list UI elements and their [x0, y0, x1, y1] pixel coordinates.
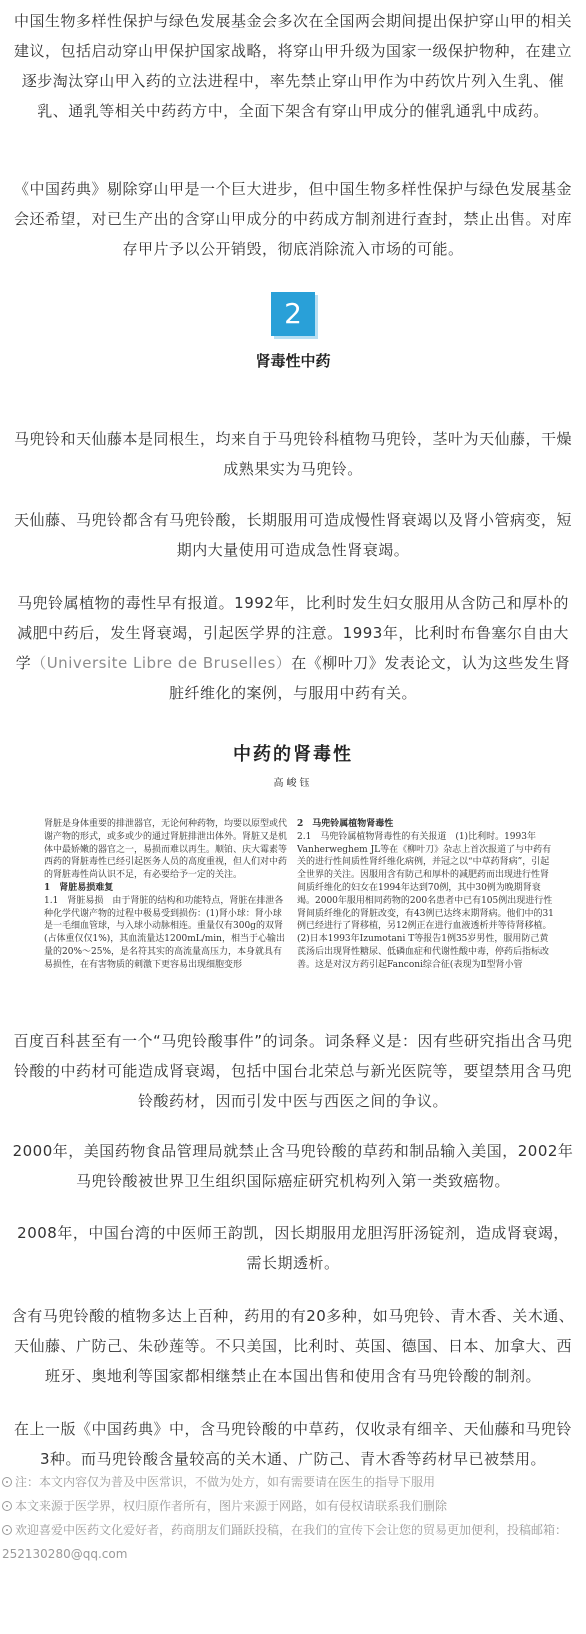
note-line: [2, 1470, 586, 1494]
body-paragraph-3: 马兜铃和天仙藤本是同根生，均来自于马兜铃科植物马兜铃，茎叶为天仙藤，干燥成熟果实为马兜铃。: [13, 430, 572, 478]
footer-notes: [2, 1470, 586, 1566]
body-paragraph-9: 含有马兜铃酸的植物多达上百种，药用的有20多种，如马兜铃、青木香、关木通、天仙藤、广防己、朱砂莲等。不只美国，比利时、英国、德国、日本、加拿大、西班牙、奥地利等国家都相继禁止在本国出售和使用含有马兜铃酸的制剂。: [11, 1307, 575, 1385]
intro-paragraph-1: 中国生物多样性保护与绿色发展基金会多次在全国两会期间提出保护穿山甲的相关建议，包括启动穿山甲保护国家战略，将穿山甲升级为国家一级保护物种，在建立逐步淘汰穿山甲入药的立法进程中，率先禁止穿山甲作为中药饮片列入生乳、催乳、通乳等相关中药药方中，全面下架含有穿山甲成分的催乳通乳中成药。: [13, 12, 572, 120]
note-text: 本文来源于医学界，权归原作者所有，图片来源于网路，如有侵权请联系我们删除: [15, 1499, 448, 1513]
paper-left-column: [44, 818, 289, 1004]
note-line: [2, 1494, 586, 1518]
paper-right-column: [297, 818, 557, 1004]
p5-text-a: 马兜铃属植物的毒性早有报道。1992年，比利时发生妇女服用从含防己和厚朴的减肥中药后，发生肾衰竭，引起医学界的注意。1993年，比利时布鲁塞尔自由大学: [15, 594, 569, 672]
bullet-circle-icon: [2, 1525, 12, 1535]
bullet-circle-icon: [2, 1501, 12, 1511]
intro-paragraph-2: 《中国药典》剔除穿山甲是一个巨大进步，但中国生物多样性保护与绿色发展基金会还希望，对已生产出的含穿山甲成分的中药成方制剂进行查封，禁止出售。对库存甲片予以公开销毁，彻底消除流入市场的可能。: [13, 180, 572, 258]
paper-left-heading-1: 1 肾脏易损难复: [44, 882, 114, 893]
section-title: 肾毒性中药: [255, 352, 331, 370]
paper-title: 中药的肾毒性: [233, 744, 353, 765]
body-paragraph-4: 天仙藤、马兜铃都含有马兜铃酸，长期服用可造成慢性肾衰竭以及肾小管病变，短期内大量使用可造成急性肾衰竭。: [13, 511, 572, 559]
paper-right-heading-0: 2 马兜铃属植物肾毒性: [297, 819, 394, 829]
body-paragraph-6: 百度百科甚至有一个“马兜铃酸事件”的词条。词条释义是：因有些研究指出含马兜铃酸的中药材可能造成肾衰竭，包括中国台北荣总与新光医院等，要望禁用含马兜铃酸药材，因而引发中医与西医之间的争议。: [13, 1032, 573, 1110]
body-paragraph-5: [0, 588, 586, 708]
paper-left-text-0: 肾脏是身体重要的排泄器官，无论何种药物，均要以原型或代谢产物的形式，或多或少的通过肾脏排泄出体外。肾脏又是机体中最娇嫩的器官之一，易损而难以再生。顺铂、庆大霉素等西药的肾脏毒性已经引起医务人员的高度重视，但人们对中药的肾脏毒性尚认识不足，有必要给予一定的关注。: [44, 819, 288, 881]
body-paragraph-8: 2008年，中国台湾的中医师王韵凯，因长期服用龙胆泻肝汤锭剂，造成肾衰竭，需长期透析。: [17, 1224, 569, 1272]
note-text: 欢迎喜爱中医药文化爱好者，药商朋友们踊跃投稿，在我们的宣传下会让您的贸易更加便利，投稿邮箱：252130280@qq.com: [2, 1523, 568, 1561]
note-line: [2, 1518, 586, 1566]
body-paragraph-7: 2000年，美国药物食品管理局就禁止含马兜铃酸的草药和制品输入美国，2002年马兜铃酸被世界卫生组织国际癌症研究机构列入第一类致癌物。: [12, 1142, 574, 1190]
section-badge-wrap: [0, 292, 586, 336]
paper-right-text-1: 2.1 马兜铃属植物肾毒性的有关报道 (1)比利时。1993年Vanherweghem JL等在《柳叶刀》杂志上首次报道了与中药有关的进行性间质性肾纤维化病例，并冠之以“中草药肾病”，引起全世界的关注。因服用含有防己和厚朴的减肥药而出现进行性肾间质纤维化的妇女在1994年达到70例，其中30例为晚期肾衰竭。2000年服用相同药物的200名患者中已有105例出现进行性肾间质纤维化的肾脏改变，有43例已达终末期肾病。他们中的31例已经进行了肾移植，另12例正在进行血液透析并等待肾移植。(2)日本1993年Izumotani T等报告1例35岁男性，服用防己黄芪汤后出现肾性糖尿、低磷血症和代谢性酸中毒，停药后指标改善。这是对汉方药引起Fanconi综合征(表现为Ⅱ型肾小管: [297, 831, 554, 970]
paper-left-text-2: 1.1 肾脏易损 由于肾脏的结构和功能特点，肾脏在排泄各种化学代谢产物的过程中极易受到损伤：(1)肾小球：肾小球是一毛细血管球，与入球小动脉相连。重量仅有300g的双肾(占体重仅仅1%)，其血流量达1200mL/min，相当于心输出量的20%～25%，是名符其实的高流量高压力，本身就具有易损性，在有害物质的刺激下更容易出现细胞变形: [44, 895, 285, 970]
body-paragraph-10: 在上一版《中国药典》中，含马兜铃酸的中草药，仅收录有细辛、天仙藤和马兜铃3种。而马兜铃酸含量较高的关木通、广防己、青木香等药材早已被禁用。: [13, 1420, 572, 1468]
paper-excerpt-image: [0, 726, 586, 1010]
note-text: 注：本文内容仅为普及中医常识，不做为处方，如有需要请在医生的指导下服用: [15, 1475, 436, 1489]
bullet-circle-icon: [2, 1477, 12, 1487]
p5-text-b: 在《柳叶刀》发表论文，认为这些发生肾脏纤维化的案例，与服用中药有关。: [168, 654, 571, 702]
section-number-badge: 2: [271, 292, 315, 336]
paper-author: 高峻钰: [273, 778, 313, 789]
university-name-latin: （Universite Libre de Bruselles）: [31, 654, 292, 672]
